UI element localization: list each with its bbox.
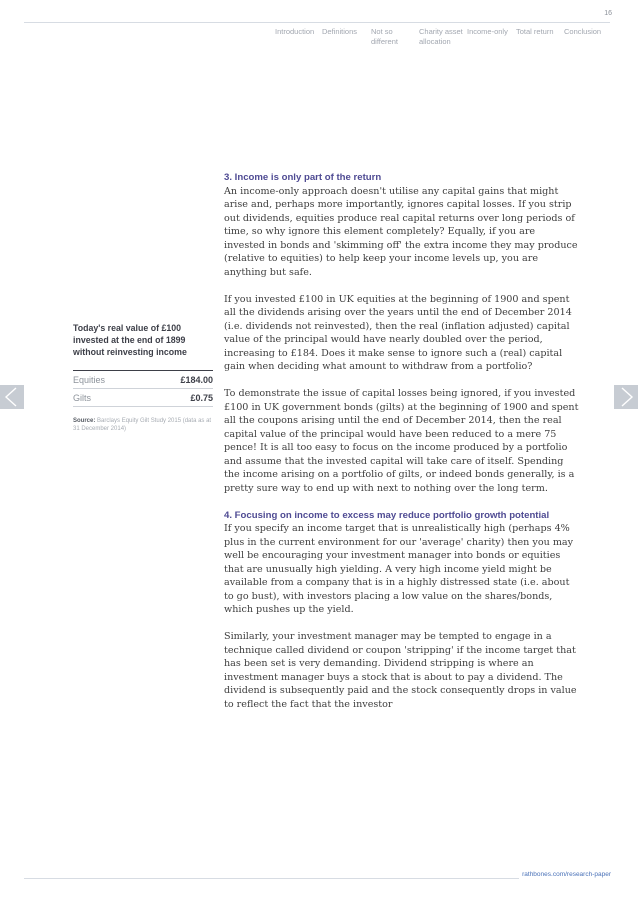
sidebar-source bbox=[73, 417, 213, 433]
nav-income-only[interactable]: Income-only bbox=[467, 27, 508, 36]
sidebar-row-gilts bbox=[73, 389, 213, 407]
section-4-paragraph: If you specify an income target that is unrealistically high (perhaps 4% plus in the current environment for our 'average' charity) then you may well be encouraging your investment manager into bonds or equities that are unusually high yielding. A very high income yield might be available from a company that is in a highly distressed state (i.e. about to go bust), with investors placing a low value on the shares/bonds, which pushes up the yield. bbox=[224, 523, 574, 615]
section-4-paragraph: Similarly, your investment manager may be tempted to engage in a technique called dividend or coupon 'stripping' if the income target that has been set is very demanding. Dividend stripping is where an investment manager buys a stock that is about to pay a dividend. The dividend is subsequently paid and the stock consequently drops in value to reflect the fact that the investor bbox=[224, 631, 577, 710]
section-4-heading: 4. Focusing on income to excess may reduce portfolio growth potential bbox=[224, 509, 550, 521]
section-3-paragraph: An income-only approach doesn't utilise any capital gains that might arise and, perhaps more importantly, ignores capital losses. If you strip out dividends, equities produce real capital returns over long periods of time, so why ignore this element completely? Equally, if you are invested in bonds and 'skimming off' the extra income they may produce (relative to equities) to help keep your income levels up, you are anything but safe. bbox=[224, 185, 578, 278]
next-page-button[interactable] bbox=[614, 385, 638, 409]
section-3-paragraph: To demonstrate the issue of capital losses being ignored, if you invested £100 in UK government bonds (gilts) at the beginning of 1900 and spent all the coupons arising until the end of December 2014, then the real capital value of the principal would have been reduced to a mere 75 pence! It is all too easy to focus on the income produced by a portfolio and assume that the invested capital will take care of itself. Spending the income arising on a portfolio of gilts, or indeed bonds generally, is a pretty sure way to end up with next to nothing over the long term. bbox=[224, 388, 579, 494]
row-label: Gilts bbox=[73, 392, 91, 403]
section-nav bbox=[0, 27, 638, 51]
nav-charity-asset-allocation[interactable]: Charity asset allocation bbox=[419, 27, 463, 46]
chevron-right-icon bbox=[614, 385, 638, 409]
header-rule bbox=[24, 22, 610, 23]
nav-total-return[interactable]: Total return bbox=[516, 27, 554, 36]
page-number: 16 bbox=[604, 10, 612, 17]
section-3-heading: 3. Income is only part of the return bbox=[224, 172, 382, 183]
value-sidebar bbox=[73, 322, 213, 433]
article-body bbox=[224, 171, 579, 711]
sidebar-title: Today's real value of £100 invested at the end of 1899 without reinvesting income bbox=[73, 323, 187, 357]
footer-rule bbox=[24, 878, 519, 879]
nav-definitions[interactable]: Definitions bbox=[322, 27, 358, 36]
nav-not-so-different[interactable]: Not so different bbox=[371, 27, 398, 46]
source-label: Source: bbox=[73, 418, 96, 424]
section-3-paragraph: If you invested £100 in UK equities at the beginning of 1900 and spent all the dividends arising over the years until the end of December 2014 (i.e. dividends not reinvested), then the real (inflation adjusted) capital value of the principal would have nearly doubled over the period, increasing to £184. Does it make sense to ignore such a (real) capital gain when deciding what amount to withdraw from a portfolio? bbox=[224, 293, 572, 372]
footer-link[interactable]: rathbones.com/research-paper bbox=[522, 871, 611, 878]
sidebar-row-equities bbox=[73, 371, 213, 389]
row-label: Equities bbox=[73, 374, 106, 385]
nav-conclusion[interactable]: Conclusion bbox=[564, 27, 602, 36]
nav-introduction[interactable]: Introduction bbox=[275, 27, 315, 36]
chevron-left-icon bbox=[0, 385, 24, 409]
row-value: £184.00 bbox=[180, 374, 213, 385]
previous-page-button[interactable] bbox=[0, 385, 24, 409]
row-value: £0.75 bbox=[190, 392, 213, 403]
source-text: Barclays Equity Gilt Study 2015 (data as at 31 December 2014) bbox=[73, 418, 212, 432]
